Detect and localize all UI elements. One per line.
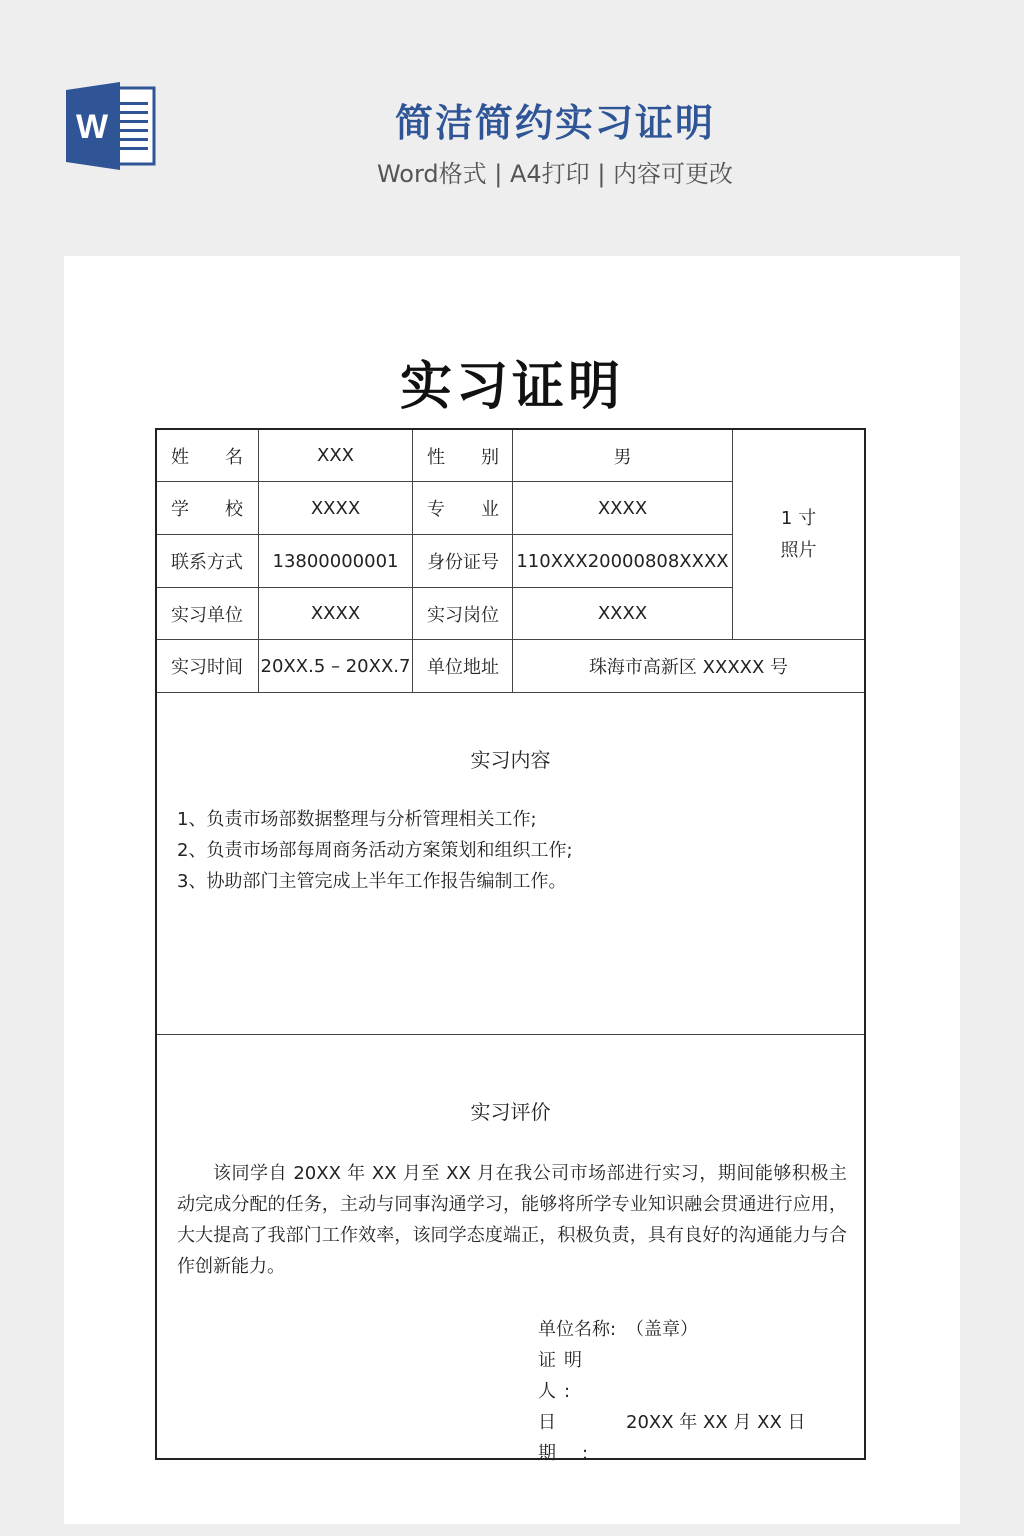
post-value: XXXX xyxy=(513,588,733,639)
address-label: 单位地址 xyxy=(413,640,513,692)
photo-size-text: 1 寸 xyxy=(780,507,817,529)
id-label: 身份证号 xyxy=(413,535,513,587)
section-divider xyxy=(157,1034,864,1035)
name-label xyxy=(157,430,259,481)
word-icon xyxy=(66,82,156,170)
signature-witness-row xyxy=(538,1345,806,1407)
list-item: 2、负责市场部每周商务活动方案策划和组织工作; xyxy=(177,840,573,861)
form-row-time xyxy=(157,640,864,693)
evaluation-heading: 实习评价 xyxy=(470,1100,551,1124)
school-label-text: 学 校 xyxy=(171,499,243,520)
school-label xyxy=(157,482,259,534)
content-heading: 实习内容 xyxy=(470,748,551,772)
list-item: 3、协助部门主管完成上半年工作报告编制工作。 xyxy=(177,871,567,892)
school-value: XXXX xyxy=(259,482,413,534)
signature-block xyxy=(538,1314,806,1469)
id-value: 110XXX20000808XXXX xyxy=(513,535,733,587)
document-title: 实习证明 xyxy=(399,357,624,417)
gender-label-text: 性 别 xyxy=(427,446,499,468)
certificate-form xyxy=(155,428,866,1464)
form-row-unit xyxy=(157,588,733,640)
gender-value: 男 xyxy=(513,430,733,481)
post-label: 实习岗位 xyxy=(413,588,513,639)
time-value: 20XX.5 – 20XX.7 xyxy=(259,640,413,692)
form-row-school xyxy=(157,482,733,535)
major-value: XXXX xyxy=(513,482,733,534)
contact-label: 联系方式 xyxy=(157,535,259,587)
photo-label-text: 照片 xyxy=(780,539,817,561)
page-title: 简洁简约实习证明 xyxy=(394,101,715,145)
form-row-name xyxy=(157,430,733,482)
photo-box xyxy=(733,430,864,640)
unit-value: XXXX xyxy=(259,588,413,639)
signature-unit-row xyxy=(538,1314,806,1345)
document-page xyxy=(64,256,960,1524)
evaluation-text: 该同学自 20XX 年 XX 月至 XX 月在我公司市场部进行实习，期间能够积极主动完成分配的任务，主动与同事沟通学习，能够将所学专业知识融会贯通进行应用，大大提高了我部门工作效率，该同学态度端正，积极负责，具有良好的沟通能力与合作创新能力。 xyxy=(177,1163,847,1277)
page-subtitle: Word格式 | A4打印 | 内容可更改 xyxy=(376,160,734,188)
signature-date-value: 20XX 年 XX 月 XX 日 xyxy=(626,1412,806,1433)
contact-value: 13800000001 xyxy=(259,535,413,587)
major-label-text: 专 业 xyxy=(427,499,499,520)
svg-text:W: W xyxy=(75,108,109,146)
signature-date-label: 日期: xyxy=(538,1412,615,1464)
time-label: 实习时间 xyxy=(157,640,259,692)
signature-unit-label: 单位名称: xyxy=(538,1319,617,1340)
signature-date-row xyxy=(538,1407,806,1469)
signature-witness-label: 证明人: xyxy=(538,1350,590,1402)
list-item: 1、负责市场部数据整理与分析管理相关工作; xyxy=(177,809,537,830)
form-row-contact xyxy=(157,535,733,588)
name-label-text: 姓 名 xyxy=(171,446,243,468)
signature-unit-value: （盖章） xyxy=(626,1319,698,1340)
unit-label: 实习单位 xyxy=(157,588,259,639)
content-list xyxy=(177,804,837,897)
name-value: XXX xyxy=(259,430,413,481)
major-label xyxy=(413,482,513,534)
gender-label xyxy=(413,430,513,481)
address-value: 珠海市高新区 XXXXX 号 xyxy=(588,657,789,678)
